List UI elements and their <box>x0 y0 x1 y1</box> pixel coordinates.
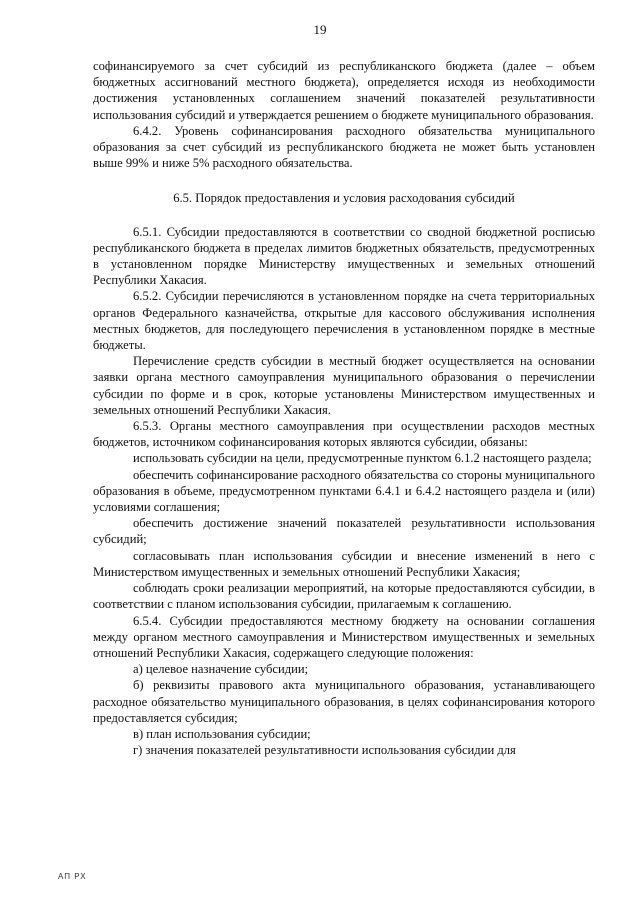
list-item: обеспечить софинансирование расходного обязательства со стороны муниципального образования в объеме, предусмотренном пунктами 6.4.1 и 6.4.2 настоящего раздела и (или) условиями соглашения; <box>93 467 595 515</box>
paragraph: 6.4.2. Уровень софинансирования расходного обязательства муниципального образования за счет субсидий из республиканского бюджета не может быть установлен выше 99% и ниже 5% расходного обязательства. <box>93 123 595 171</box>
list-item: соблюдать сроки реализации мероприятий, на которые предоставляются субсидии, в соответствии с планом использования субсидии, прилагаемым к соглашению. <box>93 581 595 612</box>
list-item: в) план использования субсидии; <box>133 726 311 741</box>
document-body <box>93 58 595 758</box>
page-number: 19 <box>313 22 327 37</box>
section-heading: 6.5. Порядок предоставления и условия расходования субсидий <box>173 191 515 206</box>
list-item: использовать субсидии на цели, предусмотренные пунктом 6.1.2 настоящего раздела; <box>133 451 592 466</box>
footer-mark: АП РХ <box>58 872 87 881</box>
list-item: г) значения показателей результативности использования субсидии для <box>133 743 516 758</box>
list-item: согласовывать план использования субсидии и внесение изменений в него с Министерством имущественных и земельных отношений Республики Хакасия; <box>93 548 595 579</box>
list-item: а) целевое назначение субсидии; <box>133 662 309 677</box>
paragraph: 6.5.1. Субсидии предоставляются в соответствии со сводной бюджетной росписью республиканского бюджета в пределах лимитов бюджетных обязательств, предусмотренных в установленном порядке Министерству имущественных и земельных отношений Республики Хакасия. <box>93 224 595 288</box>
paragraph: 6.5.4. Субсидии предоставляются местному бюджету на основании соглашения между органом местного самоуправления и Министерством имущественных и земельных отношений Республики Хакасия, содержащего следующие положения: <box>93 613 595 660</box>
paragraph: Перечисление средств субсидии в местный бюджет осуществляется на основании заявки органа местного самоуправления муниципального образования о перечислении субсидии по форме и в срок, которые установлены Министерством имущественных и земельных отношений Республики Хакасия. <box>93 354 595 417</box>
paragraph: 6.5.2. Субсидии перечисляются в установленном порядке на счета территориальных органов Федерального казначейства, открытые для кассового обслуживания исполнения местных бюджетов, для последующего перечисления в установленном порядке в местные бюджеты. <box>93 289 595 353</box>
list-item: обеспечить достижение значений показателей результативности использования субсидий; <box>93 516 595 547</box>
paragraph: 6.5.3. Органы местного самоуправления при осуществлении расходов местных бюджетов, источником софинансирования которых являются субсидии, обязаны: <box>93 419 595 450</box>
list-item: б) реквизиты правового акта муниципального образования, устанавливающего расходное обязательство муниципального образования, в целях софинансирования которого предоставляется субсидия; <box>93 678 595 725</box>
paragraph: софинансируемого за счет субсидий из республиканского бюджета (далее – объем бюджетных ассигнований местного бюджета), определяется исходя из необходимости достижения установленных соглашением значений показателей результативности использования субсидий и утверждается решением о бюджете муниципального образования. <box>93 59 595 122</box>
